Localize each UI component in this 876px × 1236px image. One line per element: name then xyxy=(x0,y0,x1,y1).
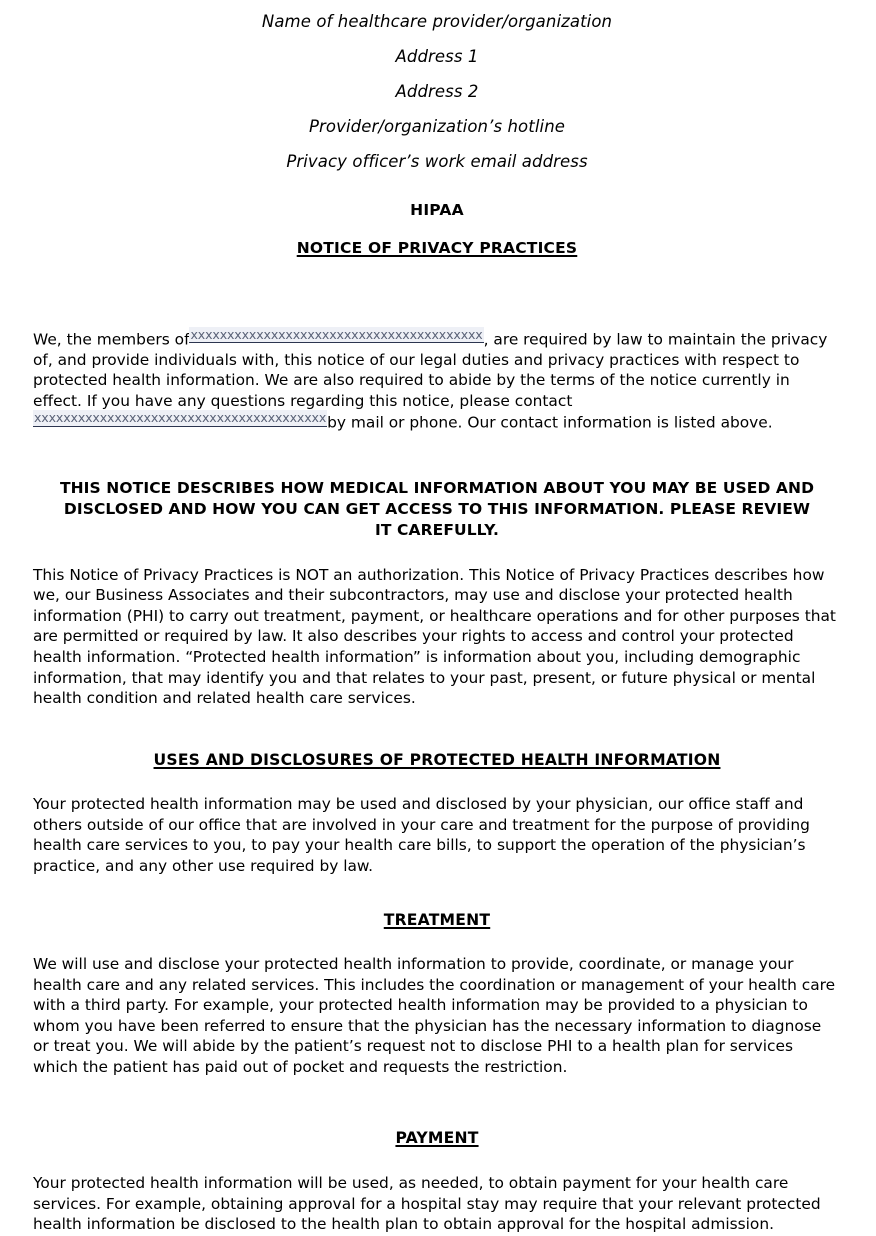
letterhead-address-2: Address 2 xyxy=(395,82,479,101)
letterhead-privacy-officer-email: Privacy officer’s work email address xyxy=(286,152,588,171)
document-content xyxy=(33,0,841,1235)
section-heading-payment xyxy=(33,1131,841,1147)
section-heading-treatment xyxy=(33,910,841,929)
intro-text-after-blank2: by mail or phone. Our contact information is listed above. xyxy=(327,413,773,432)
letterhead-hotline: Provider/organization’s hotline xyxy=(308,117,565,136)
describes-paragraph: This Notice of Privacy Practices is NOT an authorization. This Notice of Privacy Practices describes how we, our Business Associates and their subcontractors, may use and disclose your protected health information (PHI) to carry out treatment, payment, or healthcare operations and for other purposes that are permitted or required by law. It also describes your rights to access and control your protected health information. “Protected health information” is information about you, including demographic information, that may identify you and that relates to your past, present, or future physical or mental health condition and related health care services. xyxy=(33,565,836,708)
letterhead xyxy=(33,0,841,171)
page-subtitle xyxy=(33,241,841,257)
intro-paragraph xyxy=(33,328,841,434)
section-body-treatment: We will use and disclose your protected health information to provide, coordinate, or manage your health care and any related services. This includes the coordination or management of your health care with a third party. For example, your protected health information may be provided to a physician to whom you have been referred to ensure that the physician has the necessary information to diagnose or treat you. We will abide by the patient’s request not to disclose PHI to a health plan for services which the patient has paid out of pocket and requests the restriction. xyxy=(33,955,836,1076)
section-heading-payment-text: PAYMENT xyxy=(395,1129,479,1148)
page-subtitle-text: NOTICE OF PRIVACY PRACTICES xyxy=(296,239,578,257)
section-heading-treatment-text: TREATMENT xyxy=(383,910,491,929)
letterhead-provider-name: Name of healthcare provider/organization xyxy=(261,12,613,31)
privacy-officer-contact-field[interactable]: xxxxxxxxxxxxxxxxxxxxxxxxxxxxxxxxxxxxxxxx xyxy=(34,410,327,426)
intro-text-before-blank1: We, the members of xyxy=(33,330,190,349)
section-body-uses-and-disclosures: Your protected health information may be used and disclosed by your physician, our office staff and others outside of our office that are involved in your care and treatment for the purpose of providing health care services to you, to pay your health care bills, to support the operation of the physician’s practice, and any other use required by law. xyxy=(33,795,810,875)
letterhead-address-1: Address 1 xyxy=(395,47,479,66)
section-heading-uses-and-disclosures-text: USES AND DISCLOSURES OF PROTECTED HEALTH INFORMATION xyxy=(153,750,721,769)
intro-text-after-blank1: , are required by law to maintain the privacy of, and provide individuals with, this notice of our legal duties and privacy practices with respect to protected health information. We are also required to abide by the terms of the notice currently in effect. If you have any questions regarding this notice, please contact xyxy=(33,330,828,410)
section-body-payment: Your protected health information will be used, as needed, to obtain payment for your health care services. For example, obtaining approval for a hospital stay may require that your relevant protected health information be disclosed to the health plan to obtain approval for the hospital admission. xyxy=(33,1174,821,1234)
title-block xyxy=(33,200,841,257)
all-caps-notice: THIS NOTICE DESCRIBES HOW MEDICAL INFORMATION ABOUT YOU MAY BE USED AND DISCLOSED AND HOW YOU CAN GET ACCESS TO THIS INFORMATION. PLEASE REVIEW IT CAREFULLY. xyxy=(59,478,815,539)
organization-name-field[interactable]: xxxxxxxxxxxxxxxxxxxxxxxxxxxxxxxxxxxxxxxx xyxy=(190,326,483,342)
page-title: HIPAA xyxy=(410,200,464,219)
section-heading-uses-and-disclosures xyxy=(33,750,841,769)
